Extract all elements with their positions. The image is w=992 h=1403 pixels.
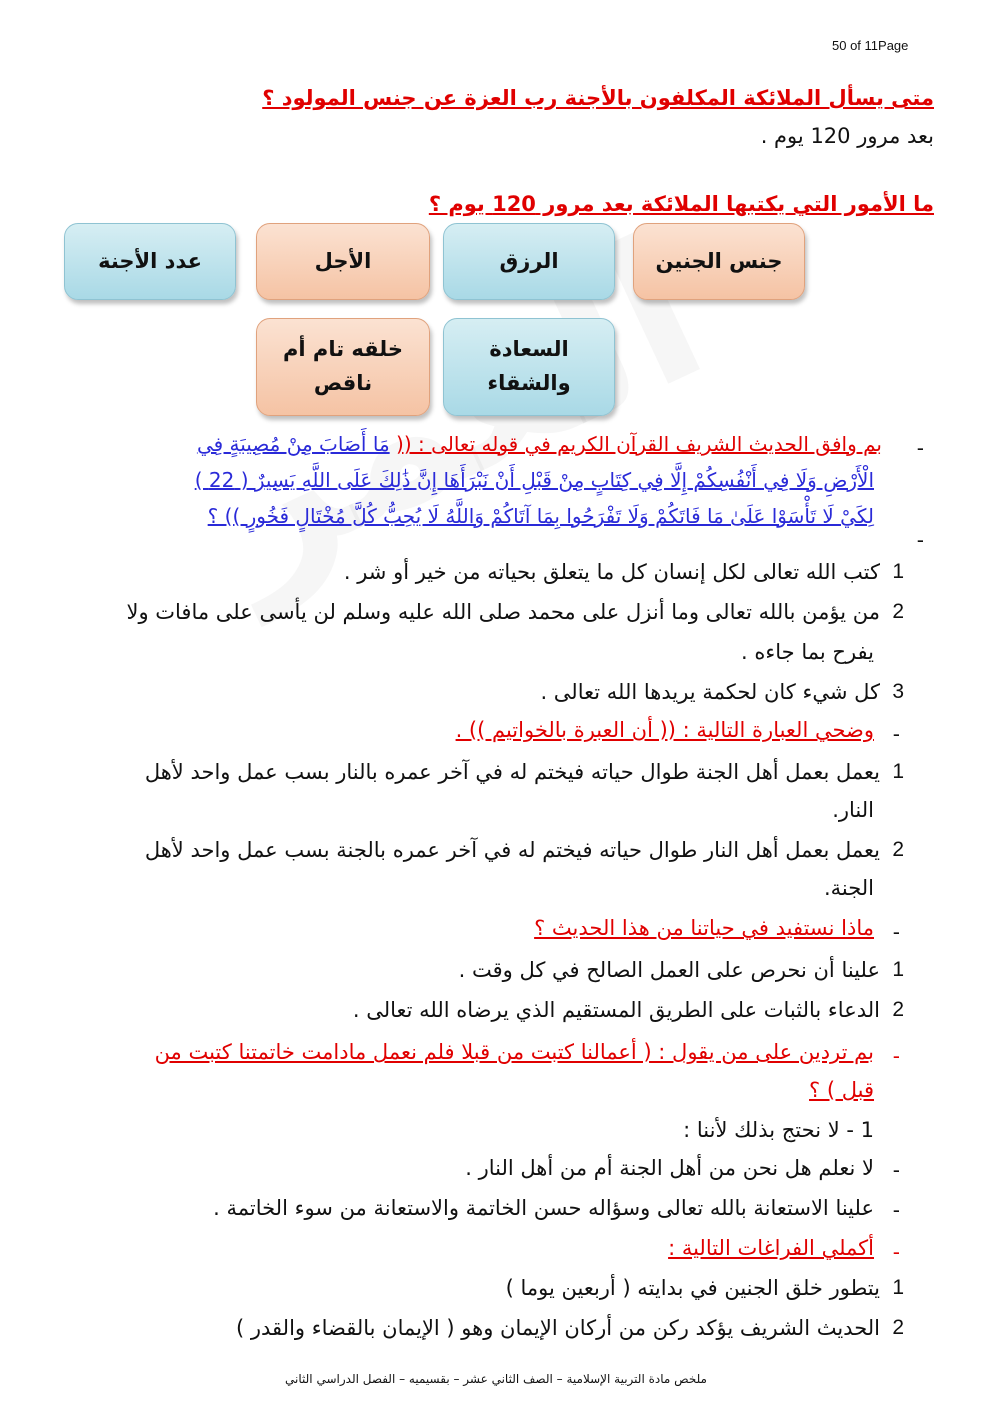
box-embryo-gender [633,223,805,300]
list-number: 2 [892,600,904,623]
question-3-prompt: بم وافق الحديث الشريف القرآن الكريم في قوله تعالى : (( [396,432,882,456]
list-number: 2 [892,1316,904,1339]
box-embryo-count [64,223,236,300]
bullet-dash: - [892,1198,900,1222]
list-number: 1 [892,958,904,981]
list-number: 1 [892,560,904,583]
box-label: والشقاء [487,371,571,395]
box-label: ناقص [313,371,373,395]
question-4-answer-2-cont: الجنة. [823,876,874,900]
box-label: الرزق [499,248,559,273]
box-label: جنس الجنين [655,248,783,273]
box-happiness-misery [443,318,615,416]
bullet-dash: - [892,1240,900,1264]
bullet-dash: - [892,920,900,944]
question-7-title: أكملي الفراغات التالية : [668,1236,874,1260]
question-4-answer-2: يعمل بعمل أهل النار طوال حياته فيختم له في آخر عمره بالجنة بسب عمل واحد لأهل [144,838,880,862]
box-label: الأجل [314,248,372,273]
question-2-title: ما الأمور التي يكتبها الملائكة بعد مرور 120 يوم ؟ [428,192,934,216]
bullet-dash: - [892,1044,900,1068]
bullet-dash: - [892,1158,900,1182]
bullet-dash: - [892,722,900,746]
list-number: 2 [892,838,904,861]
box-label: السعادة [489,337,569,362]
box-provision [443,223,615,300]
question-4-answer-1-cont: النار. [832,798,874,822]
question-4-title: وضحي العبارة التالية : (( أن العبرة بالخواتيم )) . [455,718,874,742]
question-1-title: متى يسأل الملائكة المكلفون بالأجنة رب العزة عن جنس المولود ؟ [262,86,934,110]
box-label: عدد الأجنة [98,248,202,273]
bullet-dash: - [916,436,924,460]
question-7-answer-2: الحديث الشريف يؤكد ركن من أركان الإيمان وهو ( الإيمان بالقضاء والقدر ) [236,1316,880,1340]
verse-part-2: الْأَرْضِ وَلَا فِي أَنْفُسِكُمْ إِلَّا فِي كِتَابٍ مِنْ قَبْلِ أَنْ نَبْرَأَهَا إِنَّ ذَٰلِكَ عَلَى اللَّهِ يَسِيرٌ ( 22 ) [194,468,874,492]
question-3-answer-2: من يؤمن بالله تعالى وما أنزل على محمد صلى الله عليه وسلم لن يأسى على مافات ولا [126,600,880,624]
box-lifespan [256,223,430,300]
box-label: خلقه تام أم [283,337,403,362]
list-number: 1 [892,1276,904,1299]
question-3-answer-1: كتب الله تعالى لكل إنسان كل ما يتعلق بحياته من خير أو شر . [343,560,880,584]
question-7-answer-1: يتطور خلق الجنين في بدايته ( أربعين يوما ) [505,1276,880,1300]
list-number: 2 [892,998,904,1021]
question-6-bullet-2: علينا الاستعانة بالله تعالى وسؤاله حسن الخاتمة والاستعانة من سوء الخاتمة . [213,1196,874,1220]
question-5-answer-2: الدعاء بالثبات على الطريق المستقيم الذي يرضاه الله تعالى . [352,998,880,1022]
question-6-title-cont: قبل ) ؟ [809,1078,874,1102]
verse-part-3: لِكَيْ لَا تَأْسَوْا عَلَىٰ مَا فَاتَكُمْ وَلَا تَفْرَحُوا بِمَا آتَاكُمْ وَاللَّهُ لَا يُحِبُّ كُلَّ مُخْتَالٍ فَخُورٍ )) ؟ [207,504,874,528]
page-number: 50 of 11Page [832,38,909,53]
question-5-title: ماذا نستفيد في حياتنا من هذا الحديث ؟ [534,916,874,940]
list-number: 1 [892,760,904,783]
question-3-answer-2-cont: يفرح بما جاءه . [741,640,874,664]
verse-part-1: مَا أَصَابَ مِنْ مُصِيبَةٍ فِي [196,432,390,456]
bullet-dash: - [916,528,924,552]
question-1-answer: بعد مرور 120 يوم . [760,124,934,148]
list-number: 3 [892,680,904,703]
question-6-bullet-1: لا نعلم هل نحن من أهل الجنة أم من أهل النار . [465,1156,874,1180]
page-footer: ملخص مادة التربية الإسلامية – الصف الثاني عشر – بقسيميه – الفصل الدراسي الثاني [285,1372,707,1386]
question-6-answer-intro: 1 - لا نحتج بذلك لأننا : [683,1118,874,1142]
question-5-answer-1: علينا أن نحرص على العمل الصالح في كل وقت . [458,958,880,982]
question-4-answer-1: يعمل بعمل أهل الجنة طوال حياته فيختم له في آخر عمره بالنار بسب عمل واحد لأهل [144,760,880,784]
question-3-line-1 [197,432,882,456]
question-6-title: بم تردين على من يقول : ( أعمالنا كتبت من قبلا فلم نعمل مادامت خاتمتنا كتبت من [154,1040,874,1064]
question-3-answer-3: كل شيء كان لحكمة يريدها الله تعالى . [540,680,880,704]
box-creation-complete [256,318,430,416]
